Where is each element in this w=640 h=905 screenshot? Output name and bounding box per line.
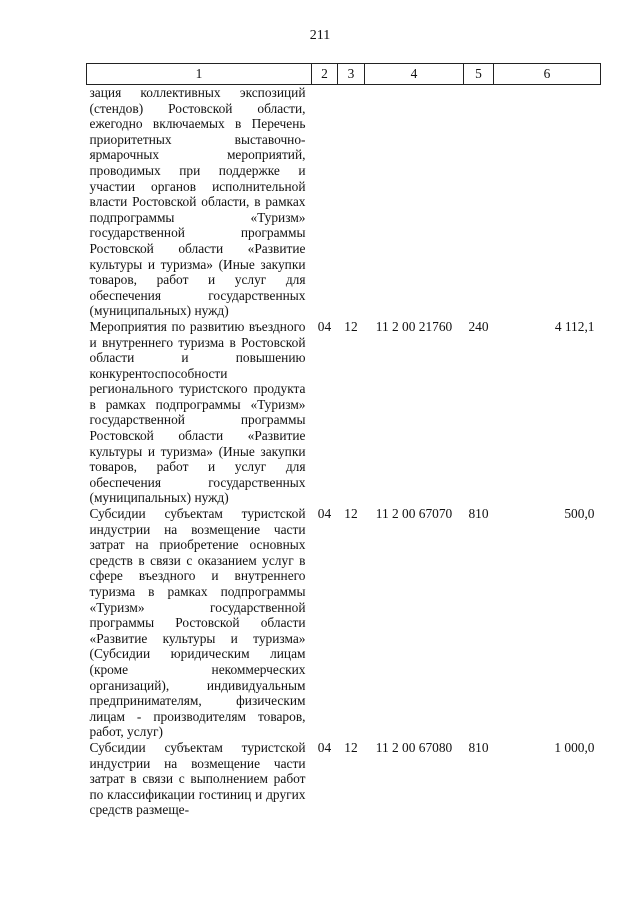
row-amount: 1 000,0 bbox=[554, 739, 595, 755]
table-header-row bbox=[87, 64, 601, 85]
row-expense-type: 810 bbox=[468, 506, 489, 522]
row-amount: 4 112,1 bbox=[554, 318, 595, 334]
row-section: 04 bbox=[317, 739, 332, 755]
row-target-code: 11 2 00 67080 bbox=[375, 739, 453, 755]
row-section: 04 bbox=[317, 506, 332, 522]
row-description: Мероприятия по развитию въездного и внутреннего туризма в Ростовской области и повышению конкурентоспособности регионального туристского продукта в рамках подпрограммы «Туризм» государственной программы Ростовской области «Развитие культуры и туризма» (Иные закупки товаров, работ и услуг для обеспечения государственных (муниципальных) нужд) bbox=[89, 318, 306, 506]
row-target-code: 11 2 00 21760 bbox=[375, 318, 453, 334]
row-subsection: 12 bbox=[344, 739, 358, 755]
column-header-4: 4 bbox=[365, 64, 464, 85]
row-description: Субсидии субъектам туристской индустрии на возмещение части затрат на приобретение основных средств в связи с оказанием услуг в сфере въездного и внутреннего туризма в рамках подпрограммы «Туризм» государственной программы Ростовской области «Развитие культуры и туризма» (Субсидии юридическим лицам (кроме некоммерческих организаций), индивидуальным предпринимателям, физическим лицам - производителям товаров, работ, услуг) bbox=[89, 506, 306, 740]
table-row bbox=[87, 740, 601, 818]
budget-table bbox=[86, 63, 601, 818]
row-expense-type: 810 bbox=[468, 739, 489, 755]
row-target-code bbox=[365, 85, 464, 319]
row-subsection: 12 bbox=[344, 506, 358, 522]
column-header-1: 1 bbox=[87, 64, 312, 85]
column-header-6: 6 bbox=[494, 64, 601, 85]
row-description: Субсидии субъектам туристской индустрии на возмещение части затрат в связи с выполнением работ по классификации гостиниц и других средств размеще- bbox=[89, 739, 306, 818]
column-header-2: 2 bbox=[312, 64, 338, 85]
row-subsection bbox=[338, 85, 365, 319]
table-row bbox=[87, 85, 601, 319]
table-row bbox=[87, 319, 601, 506]
row-expense-type bbox=[464, 85, 494, 319]
row-subsection: 12 bbox=[344, 318, 358, 334]
row-section bbox=[312, 85, 338, 319]
row-target-code: 11 2 00 67070 bbox=[375, 506, 453, 522]
row-expense-type: 240 bbox=[468, 318, 489, 334]
row-description: зация коллективных экспозиций (стендов) Ростовской области, ежегодно включаемых в Перечень приоритетных выставочно-ярмарочных мероприятий, проводимых при поддержке и участии органов исполнительной власти Ростовской области, в рамках подпрограммы «Туризм» государственной программы Ростовской области «Развитие культуры и туризма» (Иные закупки товаров, работ и услуг для обеспечения государственных (муниципальных) нужд) bbox=[89, 85, 306, 319]
row-amount bbox=[494, 85, 601, 319]
row-amount: 500,0 bbox=[564, 506, 595, 522]
column-header-3: 3 bbox=[338, 64, 365, 85]
page-number: 211 bbox=[309, 28, 331, 43]
table-row bbox=[87, 506, 601, 740]
column-header-5: 5 bbox=[464, 64, 494, 85]
row-section: 04 bbox=[317, 318, 332, 334]
